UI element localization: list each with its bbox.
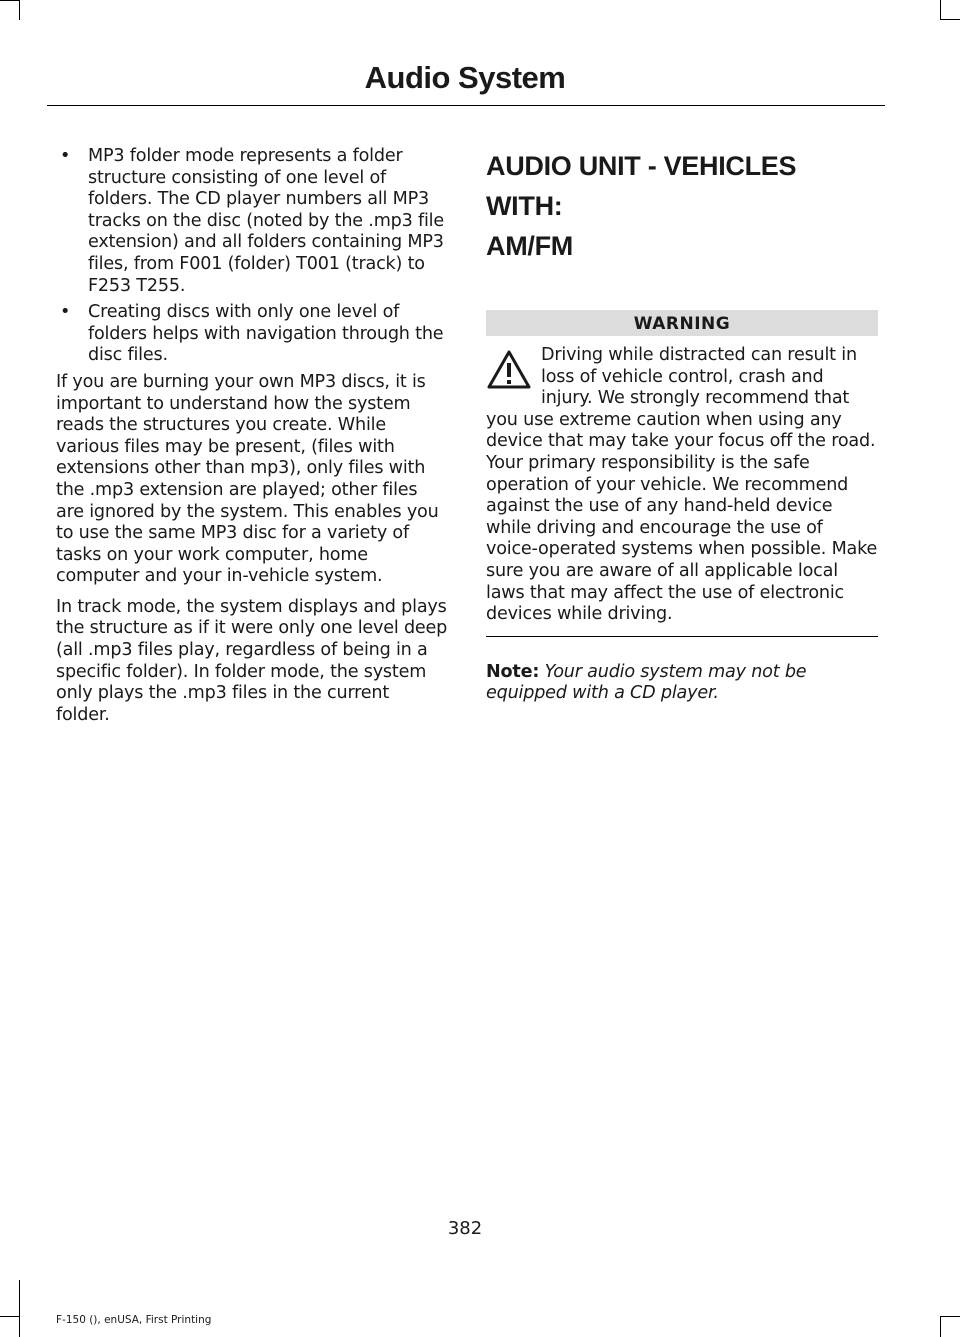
crop-mark	[940, 1316, 941, 1337]
warning-text: Driving while distracted can result in loss of vehicle control, crash and injury. We strongly recommend that you use extreme caution when using any device that may take your focus off the road. Your primary responsibility is the safe operation of your vehicle. We recommend against the use of any hand-held device while driving and encourage the use of voice-operated systems when possible. Make sure you are aware of all applicable local laws that may affect the use of electronic devices while driving.	[486, 345, 878, 625]
paragraph: If you are burning your own MP3 discs, it is important to understand how the system reads the structures you create. While various files may be present, (files with extensions other than mp3), only files with the .mp3 extension are played; other files are ignored by the system. This enables you to use the same MP3 disc for a variety of tasks on your work computer, home computer and your in-vehicle system.	[56, 371, 439, 587]
note	[486, 662, 878, 705]
section-heading-line: AM/FM	[486, 231, 573, 261]
warning-body	[486, 345, 878, 637]
crop-mark	[19, 0, 20, 20]
left-column	[56, 146, 448, 735]
warning-label: WARNING	[486, 310, 878, 336]
header-rule	[47, 105, 885, 106]
list-item-text: MP3 folder mode represents a folder structure consisting of one level of folders. The CD player numbers all MP3 tracks on the disc (noted by the .mp3 file extension) and all folders containing MP3 files, from F001 (folder) T001 (track) to F253 T255.	[88, 146, 444, 296]
warning-triangle-icon	[486, 349, 532, 391]
crop-mark	[0, 1316, 20, 1317]
list-item	[56, 146, 448, 297]
section-heading	[486, 146, 878, 266]
crop-mark	[0, 0, 20, 1]
list-item	[56, 302, 448, 367]
page-number: 382	[447, 1218, 483, 1239]
list-item-text: Creating discs with only one level of folders helps with navigation through the disc files.	[88, 302, 444, 366]
note-text: Your audio system may not be equipped with a CD player.	[486, 661, 807, 704]
paragraph: In track mode, the system displays and plays the structure as if it were only one level deep (all .mp3 files play, regardless of being in a specific folder). In folder mode, the system only plays the .mp3 files in the current folder.	[56, 596, 448, 725]
crop-mark	[940, 1316, 960, 1317]
bullet-marker: •	[60, 302, 71, 323]
bullet-list	[56, 146, 448, 367]
bullet-marker: •	[60, 146, 71, 166]
right-column	[486, 146, 878, 714]
crop-mark	[940, 0, 941, 20]
crop-mark	[19, 1280, 20, 1337]
crop-mark	[940, 19, 960, 20]
footer-text: F-150 (), enUSA, First Printing	[56, 1314, 212, 1326]
section-heading-line: AUDIO UNIT - VEHICLES WITH:	[486, 151, 797, 221]
page-header-title: Audio System	[364, 60, 566, 95]
note-label: Note:	[486, 661, 540, 682]
warning-box	[486, 310, 878, 637]
